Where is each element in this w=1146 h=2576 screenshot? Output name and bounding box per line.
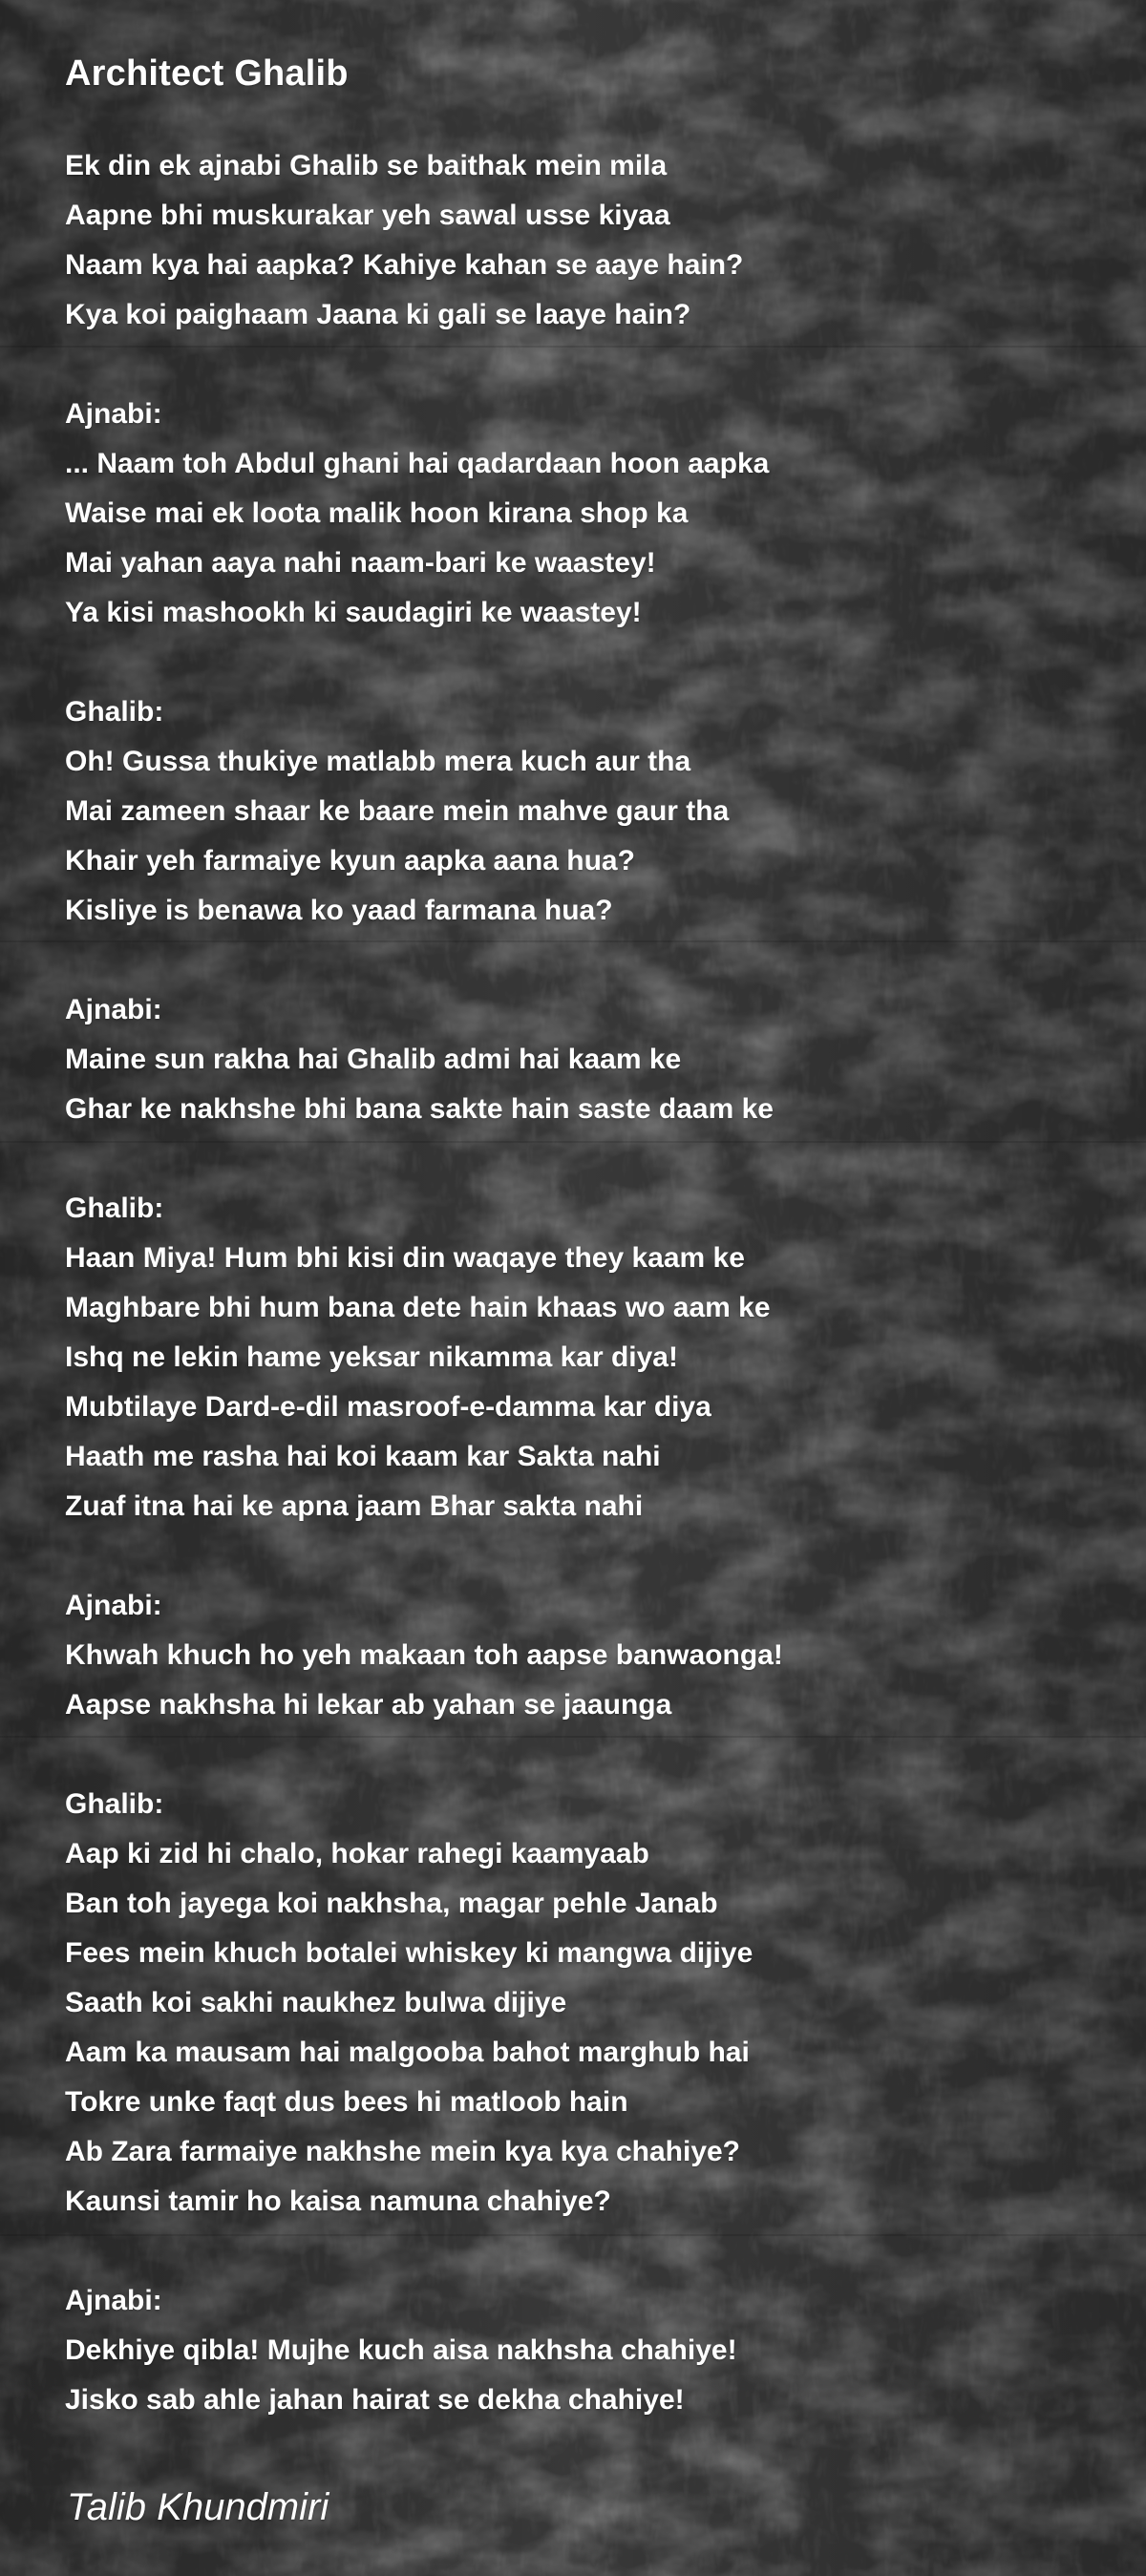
poem-line: Mai yahan aaya nahi naam-bari ke waastey! — [65, 547, 656, 579]
poem-line: Aap ki zid hi chalo, hokar rahegi kaamyaab — [65, 1838, 649, 1869]
poem-line: Khair yeh farmaiye kyun aapka aana hua? — [65, 845, 635, 876]
stanza — [65, 687, 1096, 936]
stanza — [65, 2276, 1096, 2425]
stanza-gap — [65, 1134, 1096, 1184]
poem-line: Maine sun rakha hai Ghalib admi hai kaam ke — [65, 1044, 682, 1075]
poem-line: Mubtilaye Dard-e-dil masroof-e-damma kar diya — [65, 1391, 711, 1423]
poem-line: Tokre unke faqt dus bees hi matloob hain — [65, 2086, 628, 2118]
poem-line: Ghar ke nakhshe bhi bana sakte hain saste daam ke — [65, 1093, 774, 1125]
stanza — [65, 1780, 1096, 2227]
poem-line: Ghalib: — [65, 1788, 164, 1820]
stanza — [65, 1184, 1096, 1531]
poem-line: Ab Zara farmaiye nakhshe mein kya kya chahiye? — [65, 2136, 741, 2167]
poem-line: Jisko sab ahle jahan hairat se dekha chahiye! — [65, 2384, 685, 2416]
poem-line: Oh! Gussa thukiye matlabb mera kuch aur tha — [65, 746, 691, 777]
stanza — [65, 390, 1096, 638]
poem-body — [65, 141, 1096, 2425]
poem-line: Dekhiye qibla! Mujhe kuch aisa nakhsha chahiye! — [65, 2334, 737, 2366]
poem-line: Ajnabi: — [65, 1590, 162, 1621]
poem-line: Ban toh jayega koi nakhsha, magar pehle Janab — [65, 1888, 718, 1919]
poem-line: Aapne bhi muskurakar yeh sawal usse kiyaa — [65, 200, 670, 231]
stanza — [65, 985, 1096, 1134]
poem-line: Saath koi sakhi naukhez bulwa dijiye — [65, 1987, 567, 2018]
poem-line: Ghalib: — [65, 1193, 164, 1224]
stanza-gap — [65, 1730, 1096, 1780]
poem-line: Waise mai ek loota malik hoon kirana shop ka — [65, 497, 689, 529]
stanza-gap — [65, 936, 1096, 985]
poem-line: Ya kisi mashookh ki saudagiri ke waastey! — [65, 597, 642, 628]
poem-line: Ajnabi: — [65, 2285, 162, 2316]
stanza-gap — [65, 1531, 1096, 1581]
poem-line: Kisliye is benawa ko yaad farmana hua? — [65, 895, 613, 926]
poem-line: Naam kya hai aapka? Kahiye kahan se aaye hain? — [65, 249, 744, 281]
poem-line: Kaunsi tamir ho kaisa namuna chahiye? — [65, 2185, 611, 2217]
stanza — [65, 1581, 1096, 1730]
poem-line: Khwah khuch ho yeh makaan toh aapse banwaonga! — [65, 1639, 783, 1671]
poem-line: Maghbare bhi hum bana dete hain khaas wo aam ke — [65, 1292, 771, 1323]
stanza-gap — [65, 638, 1096, 687]
poem-line: Ek din ek ajnabi Ghalib se baithak mein mila — [65, 150, 668, 181]
poem-line: Kya koi paighaam Jaana ki gali se laaye hain? — [65, 299, 691, 330]
poem-line: Ishq ne lekin hame yeksar nikamma kar diya! — [65, 1341, 678, 1373]
poem-line: Aapse nakhsha hi lekar ab yahan se jaaunga — [65, 1689, 672, 1721]
stanza-gap — [65, 340, 1096, 390]
poem-title: Architect Ghalib — [65, 53, 349, 94]
poem-line: Ajnabi: — [65, 994, 162, 1025]
poem-line: Ghalib: — [65, 696, 164, 728]
poem-line: ... Naam toh Abdul ghani hai qadardaan hoon aapka — [65, 448, 770, 479]
poem-line: Haan Miya! Hum bhi kisi din waqaye they kaam ke — [65, 1242, 745, 1274]
poem-line: Aam ka mausam hai malgooba bahot marghub hai — [65, 2037, 750, 2068]
poem-line: Haath me rasha hai koi kaam kar Sakta nahi — [65, 1441, 661, 1472]
stanza — [65, 141, 1096, 340]
poem-line: Fees mein khuch botalei whiskey ki mangwa dijiye — [65, 1937, 753, 1969]
poem-author: Talib Khundmiri — [67, 2486, 329, 2528]
poem-line: Ajnabi: — [65, 398, 162, 430]
stanza-gap — [65, 2227, 1096, 2276]
poem-line: Zuaf itna hai ke apna jaam Bhar sakta nahi — [65, 1490, 644, 1522]
poem-line: Mai zameen shaar ke baare mein mahve gaur tha — [65, 795, 730, 827]
